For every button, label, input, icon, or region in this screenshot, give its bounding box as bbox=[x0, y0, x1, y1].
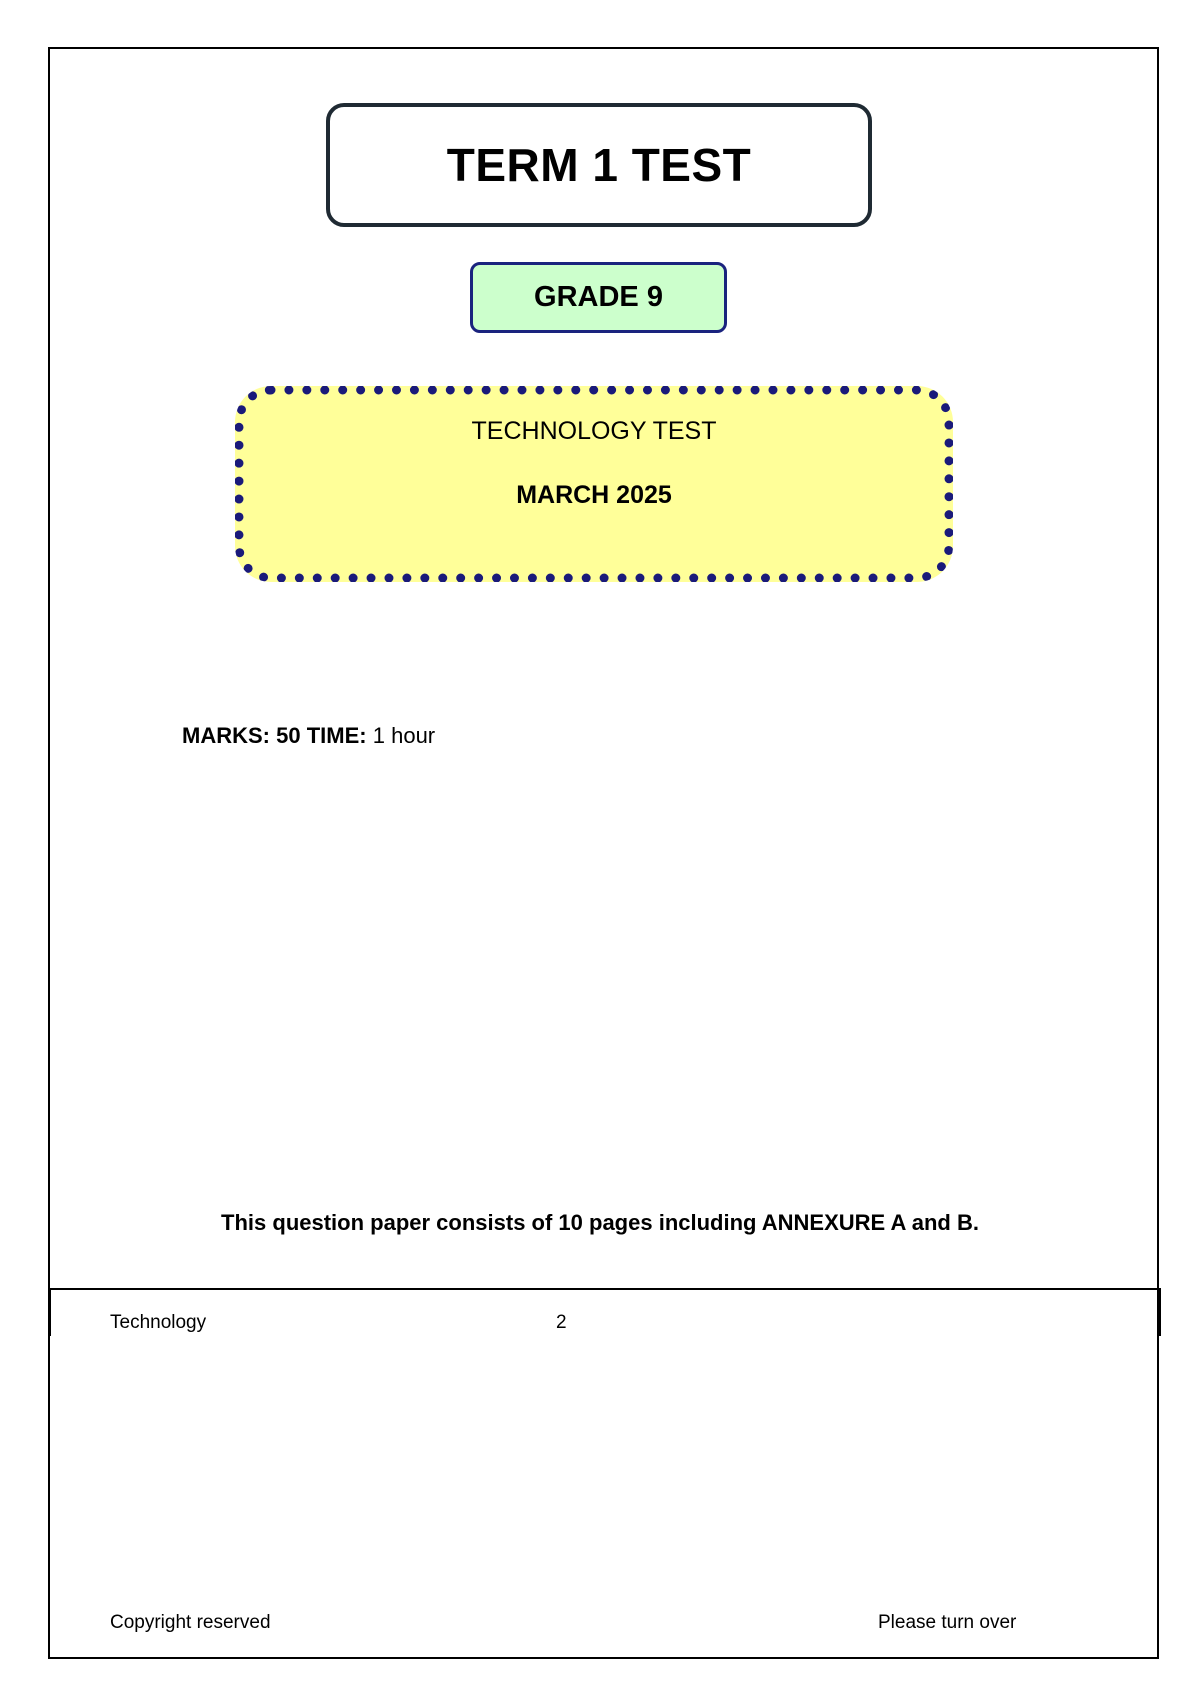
footer-turn-over: Please turn over bbox=[878, 1612, 1017, 1633]
test-title: TERM 1 TEST bbox=[446, 139, 752, 191]
marks-value: 50 bbox=[276, 723, 301, 748]
title-box bbox=[326, 103, 872, 227]
time-value: 1 hour bbox=[372, 723, 436, 748]
page-divider bbox=[48, 1288, 1161, 1290]
header-subject: Technology bbox=[110, 1312, 207, 1333]
header-page-number: 2 bbox=[556, 1312, 567, 1333]
divider-tick-left bbox=[48, 1288, 51, 1336]
consists-b: B. bbox=[956, 1210, 979, 1235]
time-label: TIME: bbox=[306, 723, 367, 748]
test-date: MARCH 2025 bbox=[516, 481, 672, 509]
subject-box bbox=[235, 386, 953, 582]
consists-annexure: ANNEXURE A bbox=[761, 1210, 906, 1235]
consists-prefix: This question paper consists of 10 pages including bbox=[221, 1210, 762, 1235]
grade-box bbox=[470, 262, 727, 333]
consists-and: and bbox=[905, 1210, 957, 1235]
grade-label: GRADE 9 bbox=[534, 281, 663, 313]
subject-title: TECHNOLOGY TEST bbox=[471, 417, 717, 445]
marks-label: MARKS: bbox=[182, 723, 270, 748]
marks-time-line bbox=[182, 723, 435, 749]
divider-tick-right bbox=[1158, 1288, 1161, 1336]
page-count-statement bbox=[0, 1210, 1200, 1236]
footer-copyright: Copyright reserved bbox=[110, 1612, 271, 1633]
